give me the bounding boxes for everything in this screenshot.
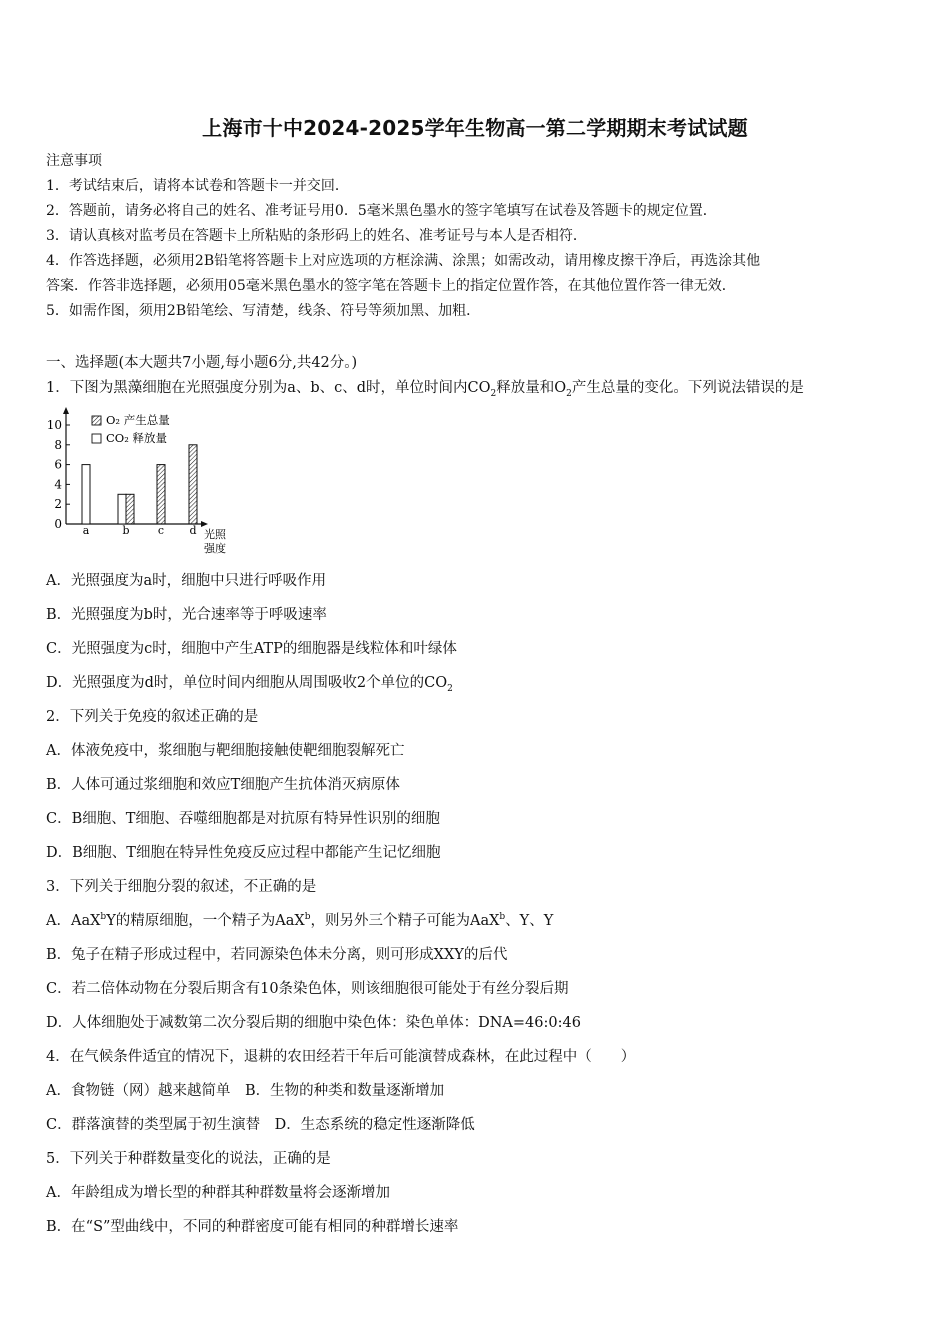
notice-item-5: 5．如需作图，须用2B铅笔绘、写清楚，线条、符号等须加黑、加粗．: [46, 303, 481, 319]
y-axis-arrow: [63, 407, 69, 414]
q3-option-b: B．兔子在精子形成过程中，若同源染色体未分离，则可形成XXY的后代: [46, 947, 508, 963]
x-axis-label-line2: 强度: [204, 542, 226, 555]
bar-co2-a: [82, 465, 90, 524]
notice-heading: 注意事项: [46, 153, 102, 169]
question-2-stem: 2．下列关于免疫的叙述正确的是: [46, 709, 259, 725]
q4-options-ab: A．食物链（网）越来越简单 B．生物的种类和数量逐渐增加: [46, 1083, 445, 1099]
bar-o2-b: [126, 494, 134, 524]
q1-option-a: A．光照强度为a时，细胞中只进行呼吸作用: [46, 573, 327, 589]
bar-chart: [46, 405, 246, 557]
bar-o2-d: [189, 445, 197, 524]
q2-option-c: C．B细胞、T细胞、吞噬细胞都是对抗原有特异性识别的细胞: [46, 811, 440, 827]
y-tick-label-6: 6: [54, 457, 62, 472]
notice-item-4-cont: 答案．作答非选择题，必须用05毫米黑色墨水的签字笔在答题卡上的指定位置作答，在其他位置作答一律无效．: [46, 278, 736, 294]
question-3-stem: 3．下列关于细胞分裂的叙述，不正确的是: [46, 879, 317, 895]
x-category-label-a: a: [82, 524, 90, 537]
legend-swatch-o2: [92, 416, 101, 425]
y-tick-label-0: 0: [54, 517, 62, 531]
q5-option-a: A．年龄组成为增长型的种群其种群数量将会逐渐增加: [46, 1185, 390, 1201]
q4-options-cd: C．群落演替的类型属于初生演替 D．生态系统的稳定性逐渐降低: [46, 1117, 475, 1133]
q2-option-a: A．体液免疫中，浆细胞与靶细胞接触使靶细胞裂解死亡: [46, 743, 405, 759]
q1-option-b: B．光照强度为b时，光合速率等于呼吸速率: [46, 607, 327, 623]
y-tick-label-4: 4: [54, 477, 62, 492]
bar-co2-b: [118, 494, 126, 524]
section-heading: 一、选择题(本大题共7小题,每小题6分,共42分。): [46, 355, 358, 371]
q3-option-c: C．若二倍体动物在分裂后期含有10条染色体，则该细胞很可能处于有丝分裂后期: [46, 981, 569, 997]
legend-label-co2: CO₂ 释放量: [106, 431, 167, 445]
q2-option-b: B．人体可通过浆细胞和效应T细胞产生抗体消灭病原体: [46, 777, 400, 793]
q2-option-d: D．B细胞、T细胞在特异性免疫反应过程中都能产生记忆细胞: [46, 845, 441, 861]
q1-option-d: D．光照强度为d时，单位时间内细胞从周围吸收2个单位的$CO_2$: [46, 675, 453, 694]
x-category-label-c: c: [157, 524, 165, 537]
x-category-label-d: d: [189, 524, 197, 537]
notice-item-1: 1．考试结束后，请将本试卷和答题卡一并交回．: [46, 178, 349, 194]
y-tick-label-8: 8: [54, 437, 62, 452]
bar-o2-c: [157, 465, 165, 524]
legend-label-o2: O₂ 产生总量: [106, 413, 170, 427]
question-1-stem: 1．下图为黑藻细胞在光照强度分别为a、b、c、d时，单位时间内$CO_2$释放量和$O_2$产生总量的变化。下列说法错误的是: [46, 380, 804, 399]
notice-item-4: 4．作答选择题，必须用2B铅笔将答题卡上对应选项的方框涂满、涂黑；如需改动，请用橡皮擦干净后，再选涂其他: [46, 253, 761, 269]
y-tick-label-2: 2: [54, 497, 62, 512]
q5-option-b: B．在“S”型曲线中，不同的种群密度可能有相同的种群增长速率: [46, 1219, 459, 1235]
notice-item-2: 2．答题前，请务必将自己的姓名、准考证号用0．5毫米黑色墨水的签字笔填写在试卷及答题卡的规定位置．: [46, 203, 717, 219]
q3-option-a: A．AaX$^b$Y的精原细胞，一个精子为AaX$^b$，则另外三个精子可能为AaX$^b$、Y、Y: [46, 912, 554, 929]
x-axis-arrow: [201, 521, 208, 527]
question-4-stem: 4．在气候条件适宜的情况下，退耕的农田经若干年后可能演替成森林，在此过程中（ ）: [46, 1049, 636, 1065]
notice-item-3: 3．请认真核对监考员在答题卡上所粘贴的条形码上的姓名、准考证号与本人是否相符．: [46, 228, 587, 244]
legend-swatch-co2: [92, 434, 101, 443]
q1-option-c: C．光照强度为c时，细胞中产生ATP的细胞器是线粒体和叶绿体: [46, 641, 457, 657]
y-tick-label-10: 10: [46, 418, 62, 432]
question-5-stem: 5．下列关于种群数量变化的说法，正确的是: [46, 1151, 331, 1167]
page-title: 上海市十中2024-2025学年生物高一第二学期期末考试试题: [202, 116, 748, 140]
x-axis-label-line1: 光照: [204, 528, 226, 541]
x-category-label-b: b: [122, 524, 130, 537]
q3-option-d: D．人体细胞处于减数第二次分裂后期的细胞中染色体：染色单体：DNA=46:0:46: [46, 1015, 581, 1031]
